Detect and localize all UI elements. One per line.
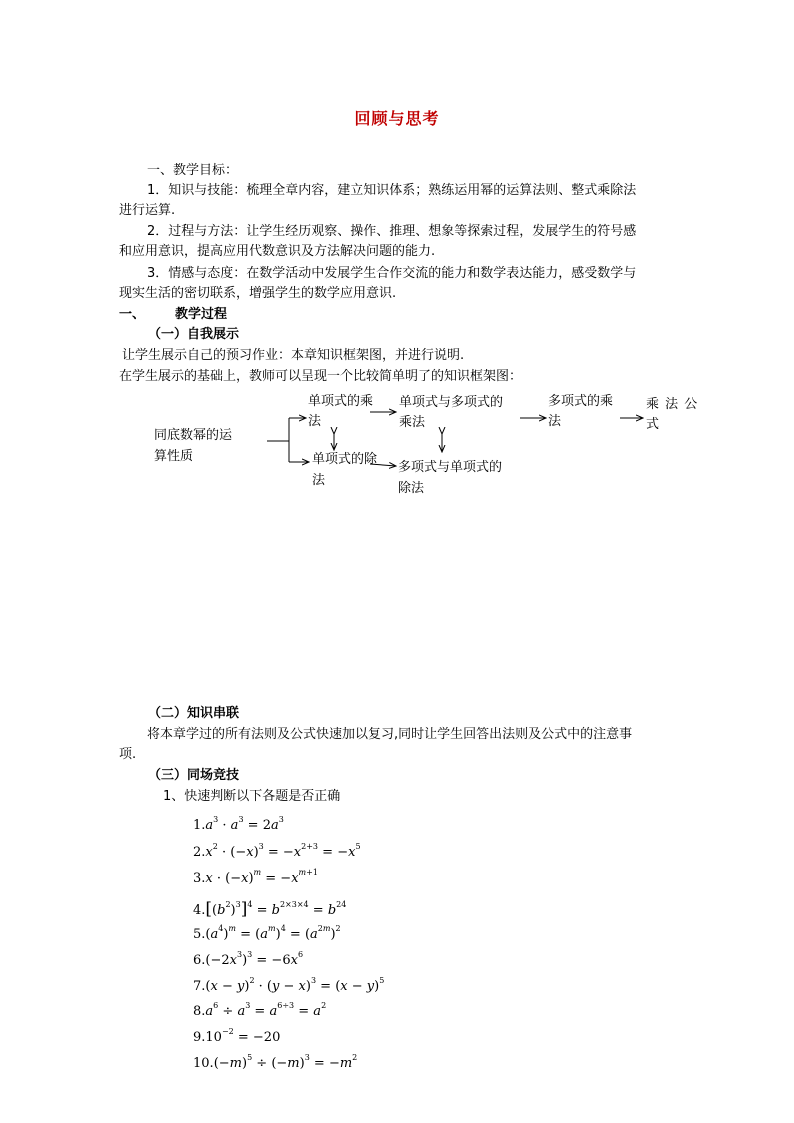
framework-root-line-1: 同底数幂的运 [154, 428, 233, 443]
exercise-9: $9.10^{-2} = -20$ [193, 1027, 281, 1045]
exercise-10-number: 10. [193, 1056, 214, 1071]
objective-3-line-2: 现实生活的密切联系，增强学生的数学应用意识. [119, 286, 397, 301]
section-1-heading: （一）自我展示 [148, 327, 240, 342]
framework-mono-div-line-1: 单项式的除 [312, 452, 378, 467]
framework-mono-div-line-2: 法 [312, 473, 326, 488]
process-number: 一、 [119, 307, 146, 322]
exercise-4: $4.[(b^2)^3]^4 = b^{2\times 3\times 4} = b^{24}$ [193, 899, 347, 919]
exercise-7: $7.(x - y)^2 \cdot (y - x)^3 = (x - y)^5$ [193, 976, 385, 994]
framework-mono-mul-line-2: 法 [308, 414, 322, 429]
exercise-8-number: 8. [193, 1004, 206, 1019]
process-heading: 教学过程 [175, 307, 228, 322]
section-3-question: 1、快速判断以下各题是否正确 [163, 789, 341, 804]
exercise-8: $8.a^6 \div a^3 = a^{6\div 3} = a^2$ [193, 1001, 327, 1019]
exercise-1: $1.a^3 \cdot a^3 = 2a^3$ [193, 815, 284, 833]
process-line-1: 让学生展示自己的预习作业：本章知识框架图，并进行说明. [122, 348, 465, 363]
objective-1-line-2: 进行运算. [119, 203, 176, 218]
framework-poly-mul-line-2: 法 [548, 414, 562, 429]
framework-mono-mul-line-1: 单项式的乘 [308, 394, 374, 409]
framework-root-line-2: 算性质 [154, 449, 194, 464]
exercise-10: $10.(-m)^5 \div (-m)^3 = -m^2$ [193, 1053, 358, 1071]
exercise-5-number: 5. [193, 927, 206, 942]
framework-poly-mono-div-line-1: 多项式与单项式的 [398, 460, 503, 475]
exercise-2: $2.x^2 \cdot (-x)^3 = -x^{2+3} = -x^5$ [193, 842, 361, 860]
exercise-6-number: 6. [193, 953, 206, 968]
section-2-heading: （二）知识串联 [148, 706, 240, 721]
exercise-3-number: 3. [193, 871, 206, 886]
process-line-2: 在学生展示的基础上，教师可以呈现一个比较简单明了的知识框架图： [119, 369, 523, 384]
exercise-1-number: 1. [193, 818, 206, 833]
section-2-line-1: 将本章学过的所有法则及公式快速加以复习,同时让学生回答出法则及公式中的注意事 [147, 727, 633, 742]
objective-3-line-1: 3．情感与态度：在数学活动中发展学生合作交流的能力和数学表达能力，感受数学与 [147, 266, 637, 281]
exercise-6: $6.(-2x^3)^3 = -6x^6$ [193, 950, 304, 968]
section-3-heading: （三）同场竞技 [148, 768, 240, 783]
framework-formula-line-2: 式 [646, 417, 660, 432]
arrow-to-poly-mono-div [370, 464, 396, 466]
framework-formula-line-1: 乘 法 公 [646, 397, 699, 412]
exercise-5: $5.(a^4)^m = (a^m)^4 = (a^{2m})^2$ [193, 924, 341, 942]
framework-poly-mul-line-1: 多项式的乘 [548, 394, 614, 409]
objective-2-line-1: 2．过程与方法：让学生经历观察、操作、推理、想象等探索过程，发展学生的符号感 [147, 224, 637, 239]
section-2-line-2: 项. [119, 747, 137, 762]
framework-mono-poly-mul-line-2: 乘法 [399, 415, 426, 430]
framework-poly-mono-div-line-2: 除法 [398, 481, 425, 496]
framework-mono-poly-mul-line-1: 单项式与多项式的 [399, 395, 504, 410]
objectives-heading: 一、教学目标： [147, 163, 239, 178]
exercise-3: $3.x \cdot (-x)^m = -x^{m+1}$ [193, 868, 318, 886]
objective-1-line-1: 1．知识与技能：梳理全章内容，建立知识体系；熟练运用幂的运算法则、整式乘除法 [147, 183, 637, 198]
exercise-4-number: 4. [193, 903, 206, 918]
exercise-7-number: 7. [193, 979, 206, 994]
page-title: 回顾与思考 [354, 109, 440, 128]
objective-2-line-2: 和应用意识，提高应用代数意识及方法解决问题的能力. [119, 244, 436, 259]
exercise-9-number: 9. [193, 1030, 206, 1045]
exercise-2-number: 2. [193, 845, 206, 860]
framework-arrows [0, 0, 794, 560]
